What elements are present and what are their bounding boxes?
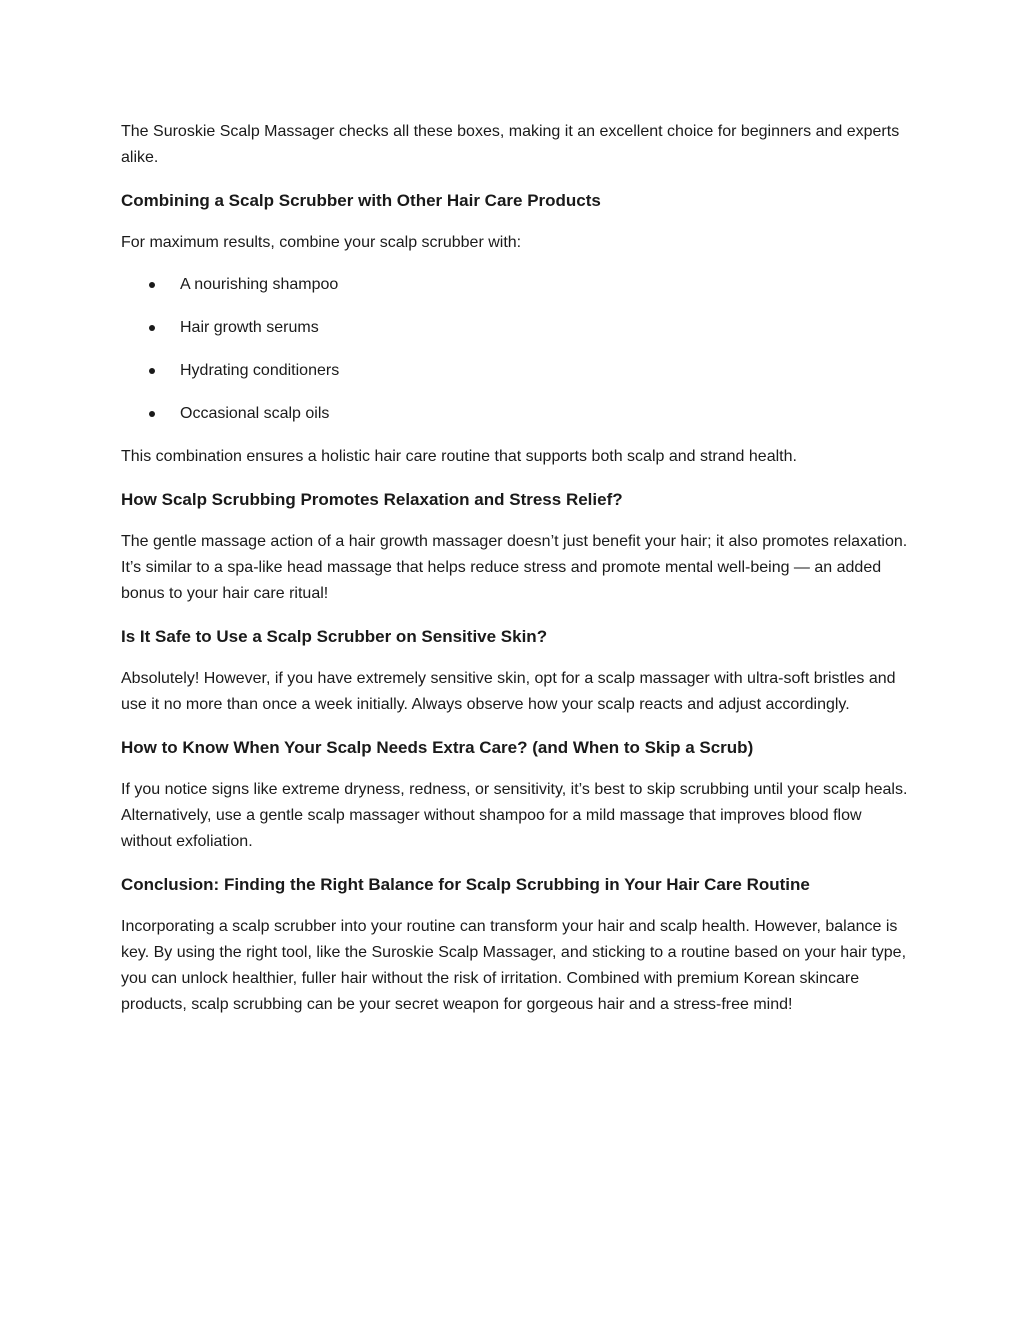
combining-lead-paragraph: For maximum results, combine your scalp scrubber with: <box>121 234 522 251</box>
heading-sensitive-skin: Is It Safe to Use a Scalp Scrubber on Sensitive Skin? <box>121 627 548 646</box>
bullet-dot-icon <box>149 368 155 374</box>
combining-closing-paragraph: This combination ensures a holistic hair care routine that supports both scalp and strand health. <box>121 448 797 465</box>
bullet-dot-icon <box>149 325 155 331</box>
document-page <box>121 119 911 1018</box>
list-item <box>121 272 911 298</box>
heading-combining: Combining a Scalp Scrubber with Other Hair Care Products <box>121 191 601 210</box>
list-item <box>121 358 911 384</box>
list-item-label: Hydrating conditioners <box>180 362 340 379</box>
conclusion-paragraph: Incorporating a scalp scrubber into your routine can transform your hair and scalp health. However, balance is key. By using the right tool, like the Suroskie Scalp Massager, and sticking to a routine based on your hair type, you can unlock healthier, fuller hair without the risk of irritation. Combined with premium Korean skincare products, scalp scrubbing can be your secret weapon for gorgeous hair and a stress-free mind! <box>121 918 907 1013</box>
heading-conclusion: Conclusion: Finding the Right Balance for Scalp Scrubbing in Your Hair Care Routine <box>121 875 810 894</box>
heading-extra-care: How to Know When Your Scalp Needs Extra Care? (and When to Skip a Scrub) <box>121 738 754 757</box>
heading-relaxation: How Scalp Scrubbing Promotes Relaxation and Stress Relief? <box>121 490 623 509</box>
relaxation-paragraph: The gentle massage action of a hair growth massager doesn’t just benefit your hair; it also promotes relaxation. It’s similar to a spa-like head massage that helps reduce stress and promote mental well-being — an added bonus to your hair care ritual! <box>121 533 908 602</box>
bullet-dot-icon <box>149 282 155 288</box>
list-item <box>121 401 911 427</box>
list-item-label: A nourishing shampoo <box>180 276 339 293</box>
sensitive-skin-paragraph: Absolutely! However, if you have extremely sensitive skin, opt for a scalp massager with ultra-soft bristles and use it no more than once a week initially. Always observe how your scalp reacts and adjust accordingly. <box>121 670 896 713</box>
extra-care-paragraph: If you notice signs like extreme dryness, redness, or sensitivity, it’s best to skip scrubbing until your scalp heals. Alternatively, use a gentle scalp massager without shampoo for a mild massage that improves blood flow without exfoliation. <box>121 781 908 850</box>
list-item-label: Occasional scalp oils <box>180 405 330 422</box>
intro-paragraph: The Suroskie Scalp Massager checks all these boxes, making it an excellent choice for beginners and experts alike. <box>121 123 900 166</box>
bullet-dot-icon <box>149 411 155 417</box>
product-list <box>121 272 911 427</box>
list-item-label: Hair growth serums <box>180 319 319 336</box>
list-item <box>121 315 911 341</box>
